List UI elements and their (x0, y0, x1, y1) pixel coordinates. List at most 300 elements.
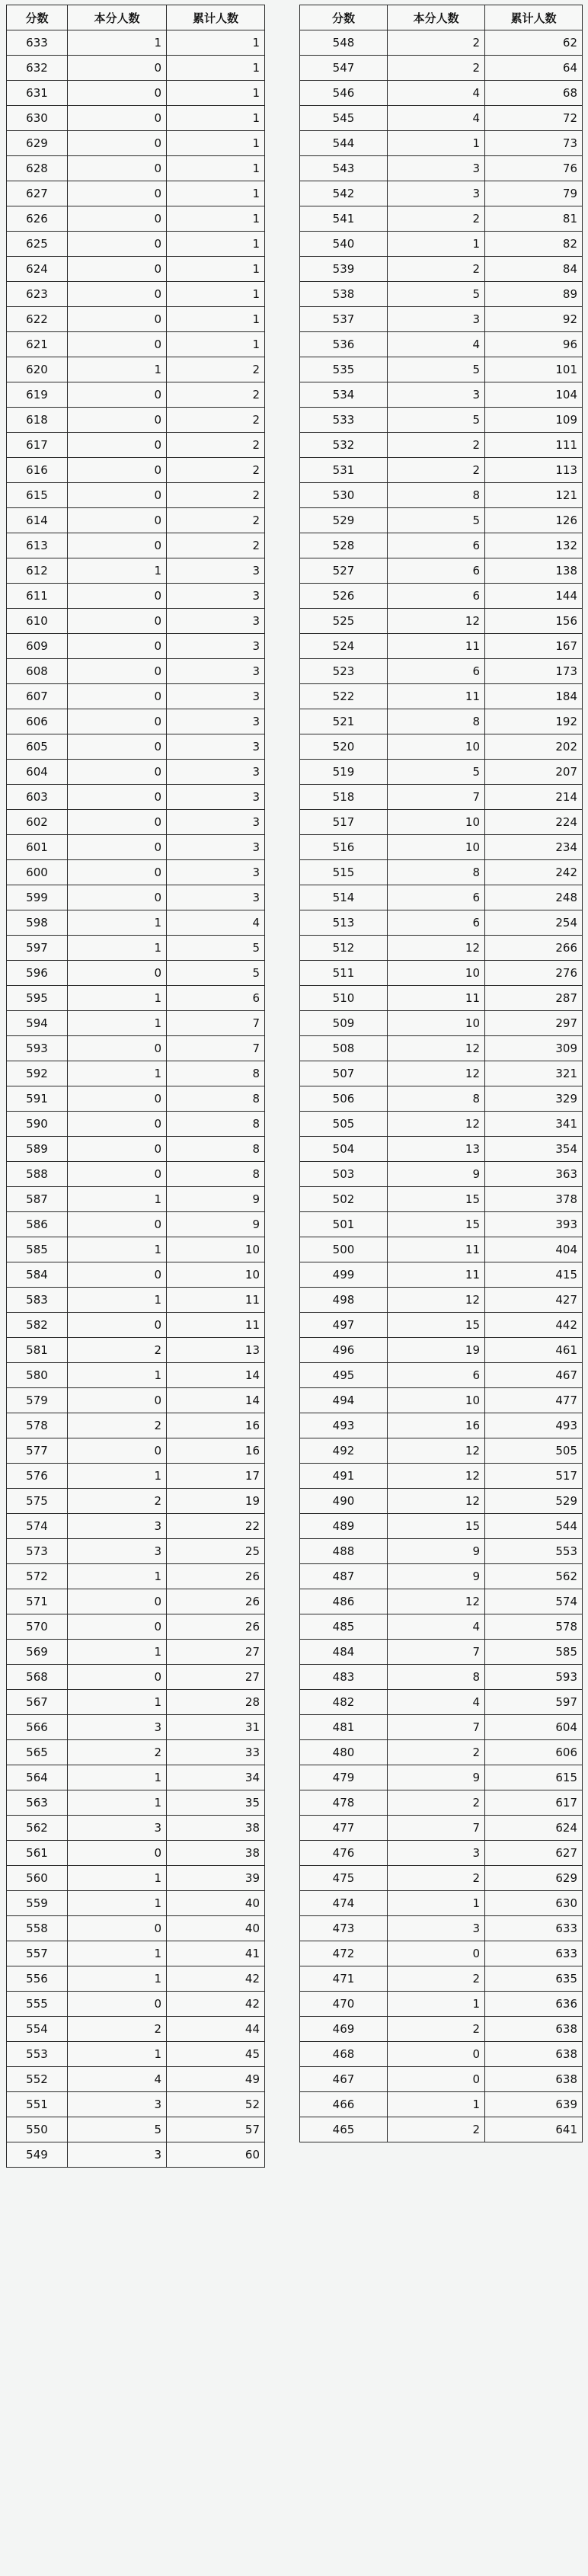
table-row (7, 860, 265, 885)
cell-cumulative: 3 (167, 810, 265, 835)
cell-count: 0 (68, 232, 167, 257)
cell-cumulative: 5 (167, 961, 265, 986)
cell-score: 560 (7, 1866, 68, 1891)
table-row (7, 206, 265, 232)
table-row (300, 1363, 583, 1388)
table-row (7, 1313, 265, 1338)
cell-score: 590 (7, 1112, 68, 1137)
cell-score: 468 (300, 2042, 388, 2067)
cell-count: 6 (388, 533, 485, 558)
cell-cumulative: 27 (167, 1665, 265, 1690)
cell-count: 0 (68, 1614, 167, 1640)
cell-cumulative: 597 (485, 1690, 583, 1715)
table-row (7, 609, 265, 634)
cell-score: 586 (7, 1212, 68, 1237)
cell-cumulative: 35 (167, 1790, 265, 1816)
cell-cumulative: 121 (485, 483, 583, 508)
cell-count: 1 (68, 1061, 167, 1086)
cell-score: 575 (7, 1489, 68, 1514)
cell-score: 573 (7, 1539, 68, 1564)
cell-count: 10 (388, 810, 485, 835)
table-row (7, 81, 265, 106)
cell-cumulative: 2 (167, 458, 265, 483)
cell-score: 548 (300, 30, 388, 56)
table-row (7, 1212, 265, 1237)
table-row (7, 1363, 265, 1388)
table-row (300, 307, 583, 332)
cell-count: 0 (68, 634, 167, 659)
cell-count: 0 (388, 1941, 485, 1966)
table-row (7, 1665, 265, 1690)
cell-score: 631 (7, 81, 68, 106)
table-row (300, 2042, 583, 2067)
cell-count: 5 (388, 357, 485, 382)
cell-cumulative: 1 (167, 131, 265, 156)
cell-count: 1 (388, 1891, 485, 1916)
cell-count: 10 (388, 1011, 485, 1036)
cell-cumulative: 3 (167, 860, 265, 885)
cell-score: 535 (300, 357, 388, 382)
table-row (300, 760, 583, 785)
cell-cumulative: 254 (485, 910, 583, 936)
cell-score: 503 (300, 1162, 388, 1187)
cell-score: 527 (300, 558, 388, 584)
cell-score: 571 (7, 1589, 68, 1614)
cell-score: 570 (7, 1614, 68, 1640)
cell-score: 532 (300, 433, 388, 458)
cell-score: 632 (7, 56, 68, 81)
cell-score: 558 (7, 1916, 68, 1941)
cell-score: 481 (300, 1715, 388, 1740)
cell-score: 553 (7, 2042, 68, 2067)
cell-count: 12 (388, 936, 485, 961)
table-row (300, 609, 583, 634)
cell-count: 11 (388, 634, 485, 659)
cell-score: 470 (300, 1992, 388, 2017)
cell-score: 624 (7, 257, 68, 282)
table-row (7, 257, 265, 282)
cell-score: 502 (300, 1187, 388, 1212)
cell-cumulative: 202 (485, 734, 583, 760)
cell-cumulative: 3 (167, 684, 265, 709)
cell-cumulative: 341 (485, 1112, 583, 1137)
cell-count: 0 (68, 106, 167, 131)
cell-cumulative: 633 (485, 1941, 583, 1966)
table-row (300, 1438, 583, 1464)
table-row (7, 56, 265, 81)
cell-cumulative: 9 (167, 1187, 265, 1212)
cell-score: 576 (7, 1464, 68, 1489)
cell-cumulative: 1 (167, 106, 265, 131)
cell-count: 6 (388, 910, 485, 936)
cell-count: 5 (388, 760, 485, 785)
table-row (300, 1715, 583, 1740)
cell-cumulative: 1 (167, 181, 265, 206)
cell-score: 510 (300, 986, 388, 1011)
cell-score: 601 (7, 835, 68, 860)
cell-score: 545 (300, 106, 388, 131)
table-row (7, 558, 265, 584)
cell-score: 513 (300, 910, 388, 936)
cell-cumulative: 2 (167, 533, 265, 558)
cell-cumulative: 242 (485, 860, 583, 885)
cell-count: 3 (388, 156, 485, 181)
cell-score: 465 (300, 2117, 388, 2142)
cell-count: 2 (388, 30, 485, 56)
header-count: 本分人数 (388, 5, 485, 30)
cell-cumulative: 404 (485, 1237, 583, 1262)
cell-count: 1 (68, 1363, 167, 1388)
cell-count: 12 (388, 1288, 485, 1313)
table-row (7, 910, 265, 936)
cell-count: 0 (68, 458, 167, 483)
table-row (7, 483, 265, 508)
table-row (7, 1589, 265, 1614)
cell-count: 8 (388, 709, 485, 734)
cell-count: 19 (388, 1338, 485, 1363)
cell-cumulative: 39 (167, 1866, 265, 1891)
cell-cumulative: 2 (167, 433, 265, 458)
cell-score: 491 (300, 1464, 388, 1489)
cell-count: 2 (68, 2017, 167, 2042)
cell-cumulative: 2 (167, 483, 265, 508)
cell-score: 605 (7, 734, 68, 760)
cell-cumulative: 630 (485, 1891, 583, 1916)
cell-count: 0 (68, 1036, 167, 1061)
cell-score: 508 (300, 1036, 388, 1061)
cell-score: 471 (300, 1966, 388, 1992)
cell-cumulative: 26 (167, 1564, 265, 1589)
cell-score: 504 (300, 1137, 388, 1162)
cell-cumulative: 8 (167, 1112, 265, 1137)
cell-cumulative: 34 (167, 1765, 265, 1790)
cell-cumulative: 1 (167, 257, 265, 282)
cell-score: 582 (7, 1313, 68, 1338)
cell-score: 626 (7, 206, 68, 232)
cell-count: 0 (68, 1841, 167, 1866)
cell-score: 568 (7, 1665, 68, 1690)
table-row (300, 458, 583, 483)
cell-count: 1 (68, 1966, 167, 1992)
cell-cumulative: 639 (485, 2092, 583, 2117)
cell-count: 2 (388, 206, 485, 232)
cell-count: 1 (68, 2042, 167, 2067)
cell-score: 596 (7, 961, 68, 986)
table-row (7, 1011, 265, 1036)
cell-score: 520 (300, 734, 388, 760)
cell-cumulative: 72 (485, 106, 583, 131)
cell-count: 2 (68, 1413, 167, 1438)
table-row (7, 458, 265, 483)
cell-count: 6 (388, 885, 485, 910)
table-row (300, 1941, 583, 1966)
cell-cumulative: 11 (167, 1313, 265, 1338)
cell-score: 495 (300, 1363, 388, 1388)
cell-score: 486 (300, 1589, 388, 1614)
cell-count: 4 (388, 332, 485, 357)
cell-count: 1 (68, 357, 167, 382)
cell-score: 474 (300, 1891, 388, 1916)
cell-score: 534 (300, 382, 388, 408)
cell-count: 0 (68, 533, 167, 558)
cell-score: 539 (300, 257, 388, 282)
cell-score: 614 (7, 508, 68, 533)
cell-cumulative: 207 (485, 760, 583, 785)
cell-cumulative: 25 (167, 1539, 265, 1564)
cell-count: 8 (388, 1086, 485, 1112)
cell-count: 0 (68, 785, 167, 810)
table-row (7, 1288, 265, 1313)
cell-count: 1 (68, 1790, 167, 1816)
cell-score: 577 (7, 1438, 68, 1464)
cell-count: 1 (388, 131, 485, 156)
table-row (300, 709, 583, 734)
cell-score: 489 (300, 1514, 388, 1539)
table-row (300, 1992, 583, 2017)
cell-count: 0 (68, 1086, 167, 1112)
cell-score: 498 (300, 1288, 388, 1313)
cell-cumulative: 3 (167, 634, 265, 659)
table-row (7, 961, 265, 986)
table-row (7, 1690, 265, 1715)
table-row (300, 2092, 583, 2117)
cell-cumulative: 1 (167, 307, 265, 332)
cell-score: 585 (7, 1237, 68, 1262)
cell-count: 1 (68, 1237, 167, 1262)
cell-score: 523 (300, 659, 388, 684)
table-row (7, 2067, 265, 2092)
table-row (7, 1640, 265, 1665)
cell-cumulative: 79 (485, 181, 583, 206)
cell-cumulative: 5 (167, 936, 265, 961)
cell-count: 0 (388, 2067, 485, 2092)
cell-score: 505 (300, 1112, 388, 1137)
table-row (300, 2117, 583, 2142)
cell-cumulative: 529 (485, 1489, 583, 1514)
cell-count: 1 (68, 1640, 167, 1665)
cell-count: 1 (68, 30, 167, 56)
cell-cumulative: 184 (485, 684, 583, 709)
cell-cumulative: 16 (167, 1438, 265, 1464)
cell-cumulative: 52 (167, 2092, 265, 2117)
cell-cumulative: 81 (485, 206, 583, 232)
table-row (7, 1112, 265, 1137)
cell-count: 2 (388, 56, 485, 81)
cell-cumulative: 13 (167, 1338, 265, 1363)
table-row (7, 533, 265, 558)
cell-count: 3 (68, 1816, 167, 1841)
cell-score: 493 (300, 1413, 388, 1438)
cell-count: 4 (388, 1690, 485, 1715)
cell-score: 618 (7, 408, 68, 433)
cell-cumulative: 629 (485, 1866, 583, 1891)
cell-cumulative: 321 (485, 1061, 583, 1086)
cell-count: 9 (388, 1162, 485, 1187)
table-row (300, 936, 583, 961)
cell-count: 2 (388, 257, 485, 282)
cell-cumulative: 593 (485, 1665, 583, 1690)
table-row (300, 810, 583, 835)
table-row (7, 106, 265, 131)
header-count: 本分人数 (68, 5, 167, 30)
cell-count: 0 (68, 1313, 167, 1338)
cell-count: 0 (68, 181, 167, 206)
cell-cumulative: 42 (167, 1992, 265, 2017)
cell-cumulative: 606 (485, 1740, 583, 1765)
cell-score: 517 (300, 810, 388, 835)
table-row (300, 1539, 583, 1564)
cell-cumulative: 276 (485, 961, 583, 986)
table-row (7, 282, 265, 307)
table-row (300, 483, 583, 508)
cell-score: 572 (7, 1564, 68, 1589)
cell-score: 476 (300, 1841, 388, 1866)
cell-count: 0 (68, 734, 167, 760)
table-row (7, 1614, 265, 1640)
cell-count: 0 (68, 433, 167, 458)
table-row (300, 106, 583, 131)
cell-score: 499 (300, 1262, 388, 1288)
cell-score: 538 (300, 282, 388, 307)
table-row (7, 307, 265, 332)
header-score: 分数 (7, 5, 68, 30)
cell-score: 485 (300, 1614, 388, 1640)
table-row (300, 584, 583, 609)
cell-cumulative: 14 (167, 1363, 265, 1388)
cell-count: 6 (388, 1363, 485, 1388)
cell-cumulative: 17 (167, 1464, 265, 1489)
cell-count: 0 (68, 1262, 167, 1288)
table-row (300, 1388, 583, 1413)
cell-cumulative: 442 (485, 1313, 583, 1338)
table-row (7, 1514, 265, 1539)
cell-count: 8 (388, 1665, 485, 1690)
cell-count: 7 (388, 1715, 485, 1740)
cell-cumulative: 266 (485, 936, 583, 961)
cell-score: 598 (7, 910, 68, 936)
cell-score: 466 (300, 2092, 388, 2117)
cell-score: 584 (7, 1262, 68, 1288)
table-row (300, 1288, 583, 1313)
cell-score: 594 (7, 1011, 68, 1036)
table-row (300, 1514, 583, 1539)
cell-score: 501 (300, 1212, 388, 1237)
cell-count: 11 (388, 1237, 485, 1262)
table-row (7, 1841, 265, 1866)
cell-cumulative: 126 (485, 508, 583, 533)
cell-count: 1 (68, 1464, 167, 1489)
cell-count: 0 (68, 483, 167, 508)
cell-score: 603 (7, 785, 68, 810)
cell-count: 1 (388, 1992, 485, 2017)
cell-cumulative: 638 (485, 2017, 583, 2042)
table-row (300, 1564, 583, 1589)
cell-cumulative: 2 (167, 357, 265, 382)
cell-cumulative: 192 (485, 709, 583, 734)
cell-count: 1 (68, 910, 167, 936)
cell-count: 12 (388, 1464, 485, 1489)
table-row (7, 1489, 265, 1514)
cell-cumulative: 92 (485, 307, 583, 332)
cell-score: 531 (300, 458, 388, 483)
cell-cumulative: 234 (485, 835, 583, 860)
cell-cumulative: 427 (485, 1288, 583, 1313)
cell-score: 621 (7, 332, 68, 357)
cell-score: 487 (300, 1564, 388, 1589)
cell-cumulative: 8 (167, 1061, 265, 1086)
table-row (300, 1640, 583, 1665)
table-row (7, 2142, 265, 2168)
cell-cumulative: 38 (167, 1816, 265, 1841)
cell-score: 518 (300, 785, 388, 810)
cell-cumulative: 11 (167, 1288, 265, 1313)
table-row (7, 1162, 265, 1187)
header-cumulative: 累计人数 (485, 5, 583, 30)
cell-count: 11 (388, 1262, 485, 1288)
cell-score: 473 (300, 1916, 388, 1941)
table-row (7, 1413, 265, 1438)
cell-score: 552 (7, 2067, 68, 2092)
cell-score: 482 (300, 1690, 388, 1715)
cell-count: 3 (68, 2142, 167, 2168)
table-row (7, 181, 265, 206)
cell-score: 537 (300, 307, 388, 332)
cell-count: 0 (68, 408, 167, 433)
table-row (7, 1388, 265, 1413)
cell-count: 6 (388, 584, 485, 609)
cell-count: 9 (388, 1564, 485, 1589)
cell-cumulative: 104 (485, 382, 583, 408)
table-row (300, 1765, 583, 1790)
cell-score: 542 (300, 181, 388, 206)
cell-score: 554 (7, 2017, 68, 2042)
table-row (7, 760, 265, 785)
table-row (300, 1086, 583, 1112)
table-row (300, 257, 583, 282)
cell-count: 12 (388, 609, 485, 634)
cell-count: 0 (68, 1112, 167, 1137)
cell-cumulative: 627 (485, 1841, 583, 1866)
cell-score: 561 (7, 1841, 68, 1866)
cell-count: 15 (388, 1313, 485, 1338)
cell-count: 0 (68, 684, 167, 709)
cell-score: 519 (300, 760, 388, 785)
table-row (300, 885, 583, 910)
cell-cumulative: 28 (167, 1690, 265, 1715)
table-row (7, 986, 265, 1011)
cell-cumulative: 62 (485, 30, 583, 56)
table-row (7, 1438, 265, 1464)
cell-score: 483 (300, 1665, 388, 1690)
cell-cumulative: 3 (167, 558, 265, 584)
table-row (7, 2042, 265, 2067)
cell-cumulative: 6 (167, 986, 265, 1011)
table-row (300, 558, 583, 584)
cell-cumulative: 604 (485, 1715, 583, 1740)
table-row (300, 1262, 583, 1288)
cell-count: 5 (388, 408, 485, 433)
cell-count: 3 (68, 2092, 167, 2117)
cell-count: 2 (388, 1790, 485, 1816)
cell-count: 1 (68, 558, 167, 584)
cell-count: 1 (68, 1288, 167, 1313)
cell-cumulative: 562 (485, 1564, 583, 1589)
cell-score: 544 (300, 131, 388, 156)
cell-score: 533 (300, 408, 388, 433)
cell-cumulative: 553 (485, 1539, 583, 1564)
table-row (300, 382, 583, 408)
cell-score: 591 (7, 1086, 68, 1112)
